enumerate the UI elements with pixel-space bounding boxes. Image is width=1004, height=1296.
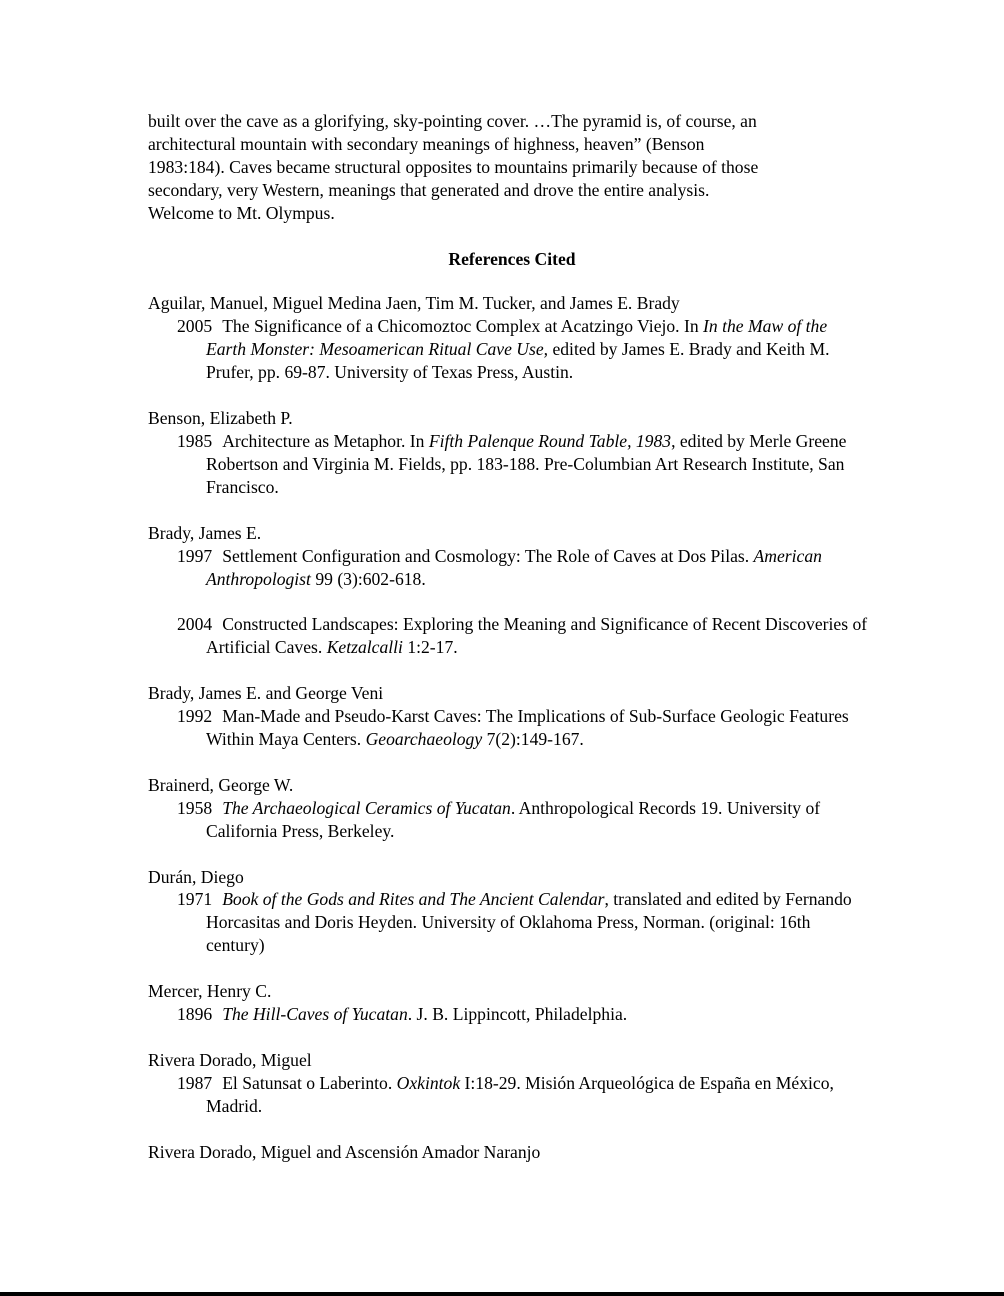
reference-entry <box>177 545 868 591</box>
reference-title-italic: Oxkintok <box>396 1072 461 1093</box>
reference-group <box>148 1141 868 1164</box>
reference-text: 99 (3):602-618. <box>310 568 426 589</box>
intro-line: Welcome to Mt. Olympus. <box>148 202 335 223</box>
reference-author: Benson, Elizabeth P. <box>148 408 293 429</box>
reference-group <box>148 866 868 958</box>
reference-group <box>148 407 868 499</box>
reference-title-italic: Ketzalcalli <box>326 637 403 658</box>
reference-title-italic: Geoarchaeology <box>365 728 483 749</box>
references-list <box>148 292 868 1163</box>
reference-title-italic: Fifth Palenque Round Table, 1983 <box>428 430 672 451</box>
reference-entry <box>177 1072 868 1118</box>
reference-year: 1992 <box>177 706 213 727</box>
reference-text: Constructed Landscapes: Exploring the Meaning and Significance of Recent Discoveries of Artificial Caves. <box>206 614 868 658</box>
reference-author: Brainerd, George W. <box>148 774 294 795</box>
reference-text: 7(2):149-167. <box>482 728 584 749</box>
reference-text: I:18-29. Misión Arqueológica de España en México, Madrid. <box>206 1072 834 1116</box>
intro-line: built over the cave as a glorifying, sky-pointing cover. …The pyramid is, of course, an <box>148 111 757 131</box>
reference-year: 2004 <box>177 614 213 635</box>
reference-group <box>148 980 868 1026</box>
reference-year: 2005 <box>177 316 213 337</box>
reference-author: Durán, Diego <box>148 866 244 887</box>
reference-year: 1987 <box>177 1072 213 1093</box>
reference-group <box>148 292 868 384</box>
reference-author: Rivera Dorado, Miguel and Ascensión Amador Naranjo <box>148 1141 541 1162</box>
reference-entry <box>177 315 868 384</box>
reference-author: Brady, James E. <box>148 522 262 543</box>
reference-year: 1985 <box>177 430 213 451</box>
reference-text: El Satunsat o Laberinto. <box>222 1072 397 1093</box>
intro-line: 1983:184). Caves became structural opposites to mountains primarily because of those <box>148 156 759 177</box>
document-page <box>148 110 868 1187</box>
reference-text: Man-Made and Pseudo-Karst Caves: The Implications of Sub-Surface Geologic Features Within Maya Centers. <box>206 706 849 749</box>
reference-entry <box>177 888 868 957</box>
reference-entry <box>177 705 868 751</box>
reference-text: , edited by Merle Greene Robertson and Virginia M. Fields, pp. 183-188. Pre-Columbian Art Research Institute, San Francisco. <box>206 430 847 497</box>
reference-text: . Anthropological Records 19. University of California Press, Berkeley. <box>206 797 821 841</box>
reference-group <box>148 1049 868 1118</box>
reference-author: Mercer, Henry C. <box>148 981 272 1002</box>
reference-group <box>148 522 868 659</box>
reference-text: 1:2-17. <box>402 637 458 658</box>
reference-title-italic: Book of the Gods and Rites and The Ancient Calendar <box>222 889 605 910</box>
reference-year: 1958 <box>177 797 213 818</box>
reference-author: Brady, James E. and George Veni <box>148 683 384 704</box>
reference-text: Settlement Configuration and Cosmology: The Role of Caves at Dos Pilas. <box>222 545 754 566</box>
reference-author: Rivera Dorado, Miguel <box>148 1049 312 1070</box>
reference-entry <box>177 1003 868 1026</box>
reference-text: . J. B. Lippincott, Philadelphia. <box>407 1004 628 1025</box>
reference-title-italic: The Archaeological Ceramics of Yucatan <box>222 797 511 818</box>
intro-paragraph <box>148 110 868 225</box>
reference-title-italic: American Anthropologist <box>206 545 822 589</box>
reference-entry <box>177 613 868 659</box>
reference-text: edited by James E. Brady and Keith M. Prufer, pp. 69-87. University of Texas Press, Austin. <box>206 339 830 383</box>
reference-title-italic: The Hill-Caves of Yucatan <box>222 1004 408 1025</box>
reference-year: 1971 <box>177 889 213 910</box>
reference-entry <box>177 797 868 843</box>
intro-line: secondary, very Western, meanings that generated and drove the entire analysis. <box>148 179 710 200</box>
section-heading: References Cited <box>448 248 576 269</box>
reference-group <box>148 682 868 751</box>
reference-text: The Significance of a Chicomoztoc Complex at Acatzingo Viejo. In <box>222 316 704 337</box>
reference-entry <box>177 430 868 499</box>
page-bottom-rule <box>0 1292 1004 1296</box>
reference-author: Aguilar, Manuel, Miguel Medina Jaen, Tim M. Tucker, and James E. Brady <box>148 293 680 314</box>
reference-text: , translated and edited by Fernando Horcasitas and Doris Heyden. University of Oklahoma Press, Norman. (original: 16th century) <box>206 889 852 956</box>
reference-year: 1896 <box>177 1004 213 1025</box>
reference-text: Architecture as Metaphor. In <box>222 430 429 451</box>
intro-line: architectural mountain with secondary meanings of highness, heaven” (Benson <box>148 133 705 154</box>
reference-year: 1997 <box>177 545 213 566</box>
reference-group <box>148 774 868 843</box>
reference-title-italic: In the Maw of the Earth Monster: Mesoamerican Ritual Cave Use, <box>206 316 828 360</box>
